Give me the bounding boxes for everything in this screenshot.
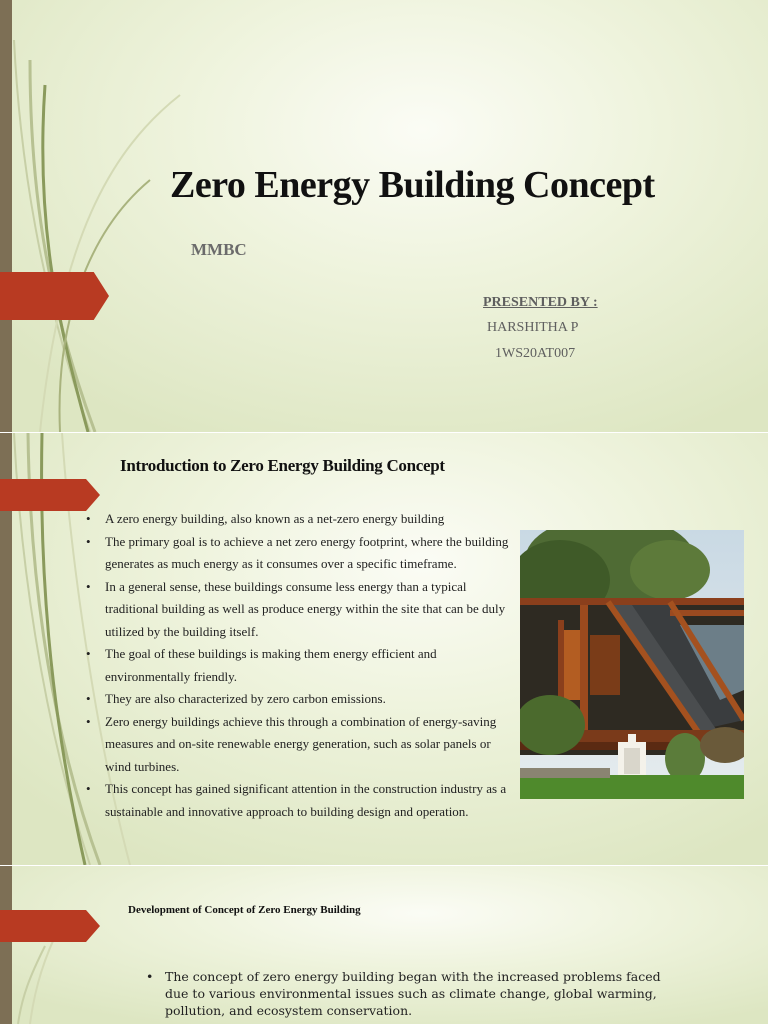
zero-energy-house-photo [520, 530, 744, 799]
title-slide [0, 0, 768, 432]
slide-subtitle: MMBC [191, 240, 247, 259]
slide-heading: Development of Concept of Zero Energy Building [128, 904, 361, 916]
accent-arrow-tab [0, 272, 109, 320]
list-item: • The concept of zero energy building began with the increased problems faced due to various environmental issues such as climate change, global warming, pollution, and ecosystem conservation. [146, 968, 666, 1019]
presenter-name: HARSHITHA P [487, 320, 579, 335]
slide-heading: Introduction to Zero Energy Building Concept [120, 456, 445, 475]
list-item: • The goal of these buildings is making them energy efficient and environmentally friendly. [86, 643, 511, 688]
decorative-swoosh [0, 0, 200, 432]
list-item: • Zero energy buildings achieve this through a combination of energy-saving measures and on-site renewable energy generation, such as solar panels or wind turbines. [86, 711, 511, 779]
left-accent-bar [0, 866, 12, 1024]
bullet-list [146, 968, 666, 1019]
slide-title: Zero Energy Building Concept [170, 164, 655, 206]
list-item: • In a general sense, these buildings consume less energy than a typical traditional building as well as produce energy within the site that can be duly utilized by the building itself. [86, 576, 511, 644]
accent-arrow-tab [0, 910, 100, 942]
list-item: • This concept has gained significant attention in the construction industry as a sustainable and innovative approach to building design and operation. [86, 778, 511, 823]
list-item: • A zero energy building, also known as a net-zero energy building [86, 508, 511, 531]
list-item: • The primary goal is to achieve a net zero energy footprint, where the building generates as much energy as it consumes over a specific timeframe. [86, 531, 511, 576]
left-accent-bar [0, 0, 12, 432]
bullet-list [86, 508, 511, 823]
list-item: • They are also characterized by zero carbon emissions. [86, 688, 511, 711]
accent-arrow-tab [0, 479, 100, 511]
presented-by-label: PRESENTED BY : [483, 295, 598, 310]
presenter-id: 1WS20AT007 [495, 346, 576, 361]
